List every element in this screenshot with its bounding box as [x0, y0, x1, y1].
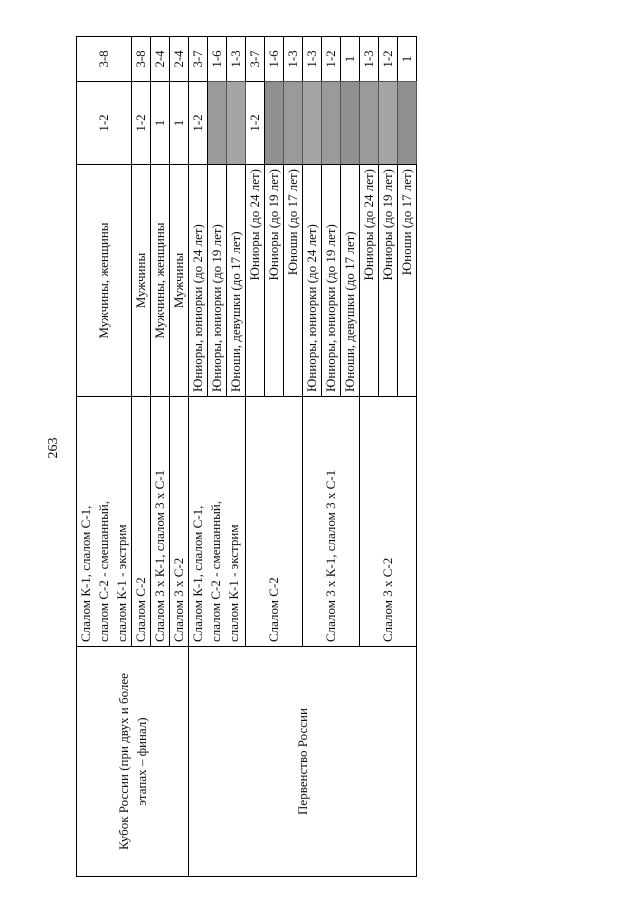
- discipline-cell: Слалом 3 х К-1, слалом 3 х С-1: [303, 397, 360, 647]
- group-cell: Юноши, девушки (до 17 лет): [227, 165, 246, 397]
- discipline-cell: Слалом 3 х К-1, слалом 3 х С-1: [151, 397, 170, 647]
- places-a-cell: 1-2: [77, 82, 132, 165]
- places-b-cell: 3-8: [132, 37, 151, 82]
- table-row: [77, 37, 132, 877]
- places-a-cell: 1: [170, 82, 189, 165]
- places-a-cell: [322, 82, 341, 165]
- places-a-cell: 1-2: [132, 82, 151, 165]
- places-b-cell: 3-8: [77, 37, 132, 82]
- group-cell: Юниоры (до 19 лет): [379, 165, 398, 397]
- discipline-cell: Слалом С-2: [132, 397, 151, 647]
- page-number: 263: [46, 437, 61, 459]
- group-cell: Юноши (до 17 лет): [398, 165, 417, 397]
- places-a-cell: [398, 82, 417, 165]
- places-a-cell: [265, 82, 284, 165]
- discipline-cell: Слалом 3 х С-2: [170, 397, 189, 647]
- places-b-cell: 1: [341, 37, 360, 82]
- group-cell: Юниоры (до 24 лет): [246, 165, 265, 397]
- places-a-cell: [284, 82, 303, 165]
- discipline-cell: Слалом К-1, слалом С-1, слалом С-2 - смешанный, слалом К-1 - экстрим: [189, 397, 246, 647]
- places-a-cell: [227, 82, 246, 165]
- places-a-cell: 1-2: [189, 82, 208, 165]
- rotated-table-container: [76, 37, 418, 877]
- category-cell: Кубок России (при двух и более этапах – финал): [77, 647, 189, 877]
- group-cell: Юниоры (до 24 лет): [360, 165, 379, 397]
- places-b-cell: 1-6: [208, 37, 227, 82]
- places-a-cell: [379, 82, 398, 165]
- places-a-cell: 1: [151, 82, 170, 165]
- places-a-cell: [303, 82, 322, 165]
- group-cell: Юноши, девушки (до 17 лет): [341, 165, 360, 397]
- places-b-cell: 2-4: [151, 37, 170, 82]
- places-b-cell: 3-7: [246, 37, 265, 82]
- places-a-cell: [208, 82, 227, 165]
- places-b-cell: 1-2: [322, 37, 341, 82]
- places-b-cell: 1: [398, 37, 417, 82]
- places-b-cell: 1-3: [284, 37, 303, 82]
- places-b-cell: 2-4: [170, 37, 189, 82]
- group-cell: Юниоры (до 19 лет): [265, 165, 284, 397]
- places-b-cell: 1-3: [360, 37, 379, 82]
- category-cell: Первенство России: [189, 647, 417, 877]
- group-cell: Мужчины: [170, 165, 189, 397]
- group-cell: Юниоры, юниорки (до 19 лет): [208, 165, 227, 397]
- discipline-cell: Слалом 3 х С-2: [360, 397, 417, 647]
- places-a-cell: [341, 82, 360, 165]
- qualification-table: [76, 36, 417, 877]
- group-cell: Юниоры, юниорки (до 24 лет): [189, 165, 208, 397]
- places-b-cell: 1-3: [227, 37, 246, 82]
- group-cell: Юниоры, юниорки (до 24 лет): [303, 165, 322, 397]
- table-row: [189, 37, 208, 877]
- places-b-cell: 3-7: [189, 37, 208, 82]
- discipline-cell: Слалом К-1, слалом С-1, слалом С-2 - смешанный, слалом К-1 - экстрим: [77, 397, 132, 647]
- places-b-cell: 1-3: [303, 37, 322, 82]
- places-a-cell: [360, 82, 379, 165]
- discipline-cell: Слалом С-2: [246, 397, 303, 647]
- group-cell: Мужчины, женщины: [151, 165, 170, 397]
- places-b-cell: 1-2: [379, 37, 398, 82]
- group-cell: Мужчины, женщины: [77, 165, 132, 397]
- places-a-cell: 1-2: [246, 82, 265, 165]
- group-cell: Юноши (до 17 лет): [284, 165, 303, 397]
- group-cell: Мужчины: [132, 165, 151, 397]
- group-cell: Юниоры, юниорки (до 19 лет): [322, 165, 341, 397]
- places-b-cell: 1-6: [265, 37, 284, 82]
